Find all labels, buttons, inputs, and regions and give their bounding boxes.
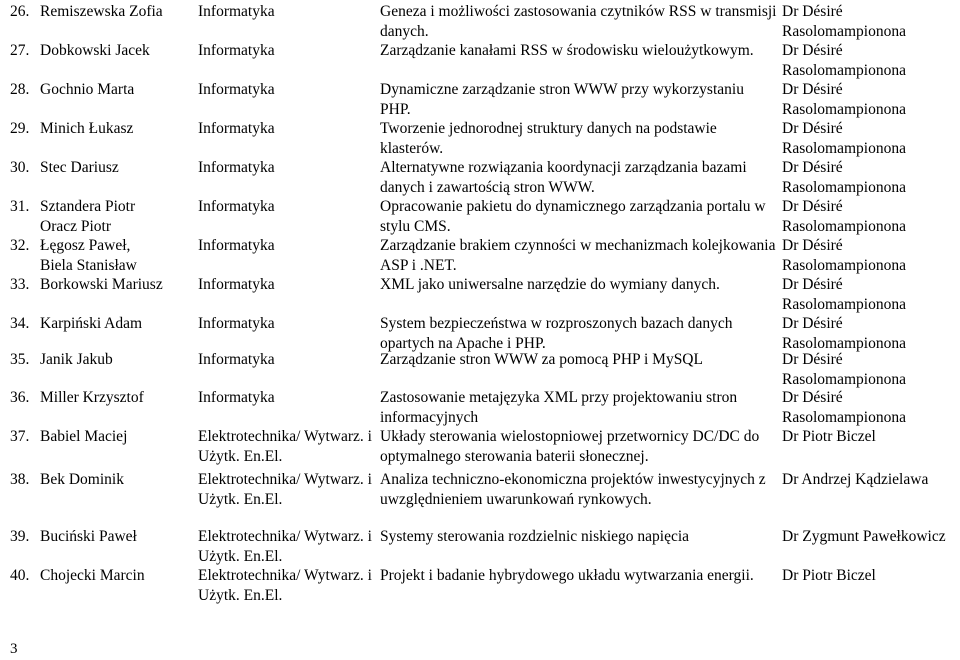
row-number: 33. <box>10 276 30 293</box>
supervisor: Dr Piotr Biczel <box>782 428 876 445</box>
field-of-study: Elektrotechnika/ Wytwarz. i Użytk. En.El. <box>198 528 372 565</box>
row-number: 34. <box>10 315 30 332</box>
student-name: Buciński Paweł <box>40 528 137 545</box>
supervisor: Dr Désiré Rasolomampionona <box>782 159 906 196</box>
row-number: 38. <box>10 471 30 488</box>
supervisor: Dr Désiré Rasolomampionona <box>782 389 906 426</box>
supervisor: Dr Désiré Rasolomampionona <box>782 120 906 157</box>
thesis-topic: Układy sterowania wielostopniowej przetwornicy DC/DC do optymalnego sterowania baterii słonecznej. <box>380 428 760 465</box>
supervisor: Dr Zygmunt Pawełkowicz <box>782 528 946 545</box>
student-name: Gochnio Marta <box>40 81 135 98</box>
row-number: 36. <box>10 389 30 406</box>
row-number: 30. <box>10 159 30 176</box>
student-name: Sztandera Piotr Oracz Piotr <box>40 198 136 235</box>
field-of-study: Elektrotechnika/ Wytwarz. i Użytk. En.El. <box>198 428 372 465</box>
field-of-study: Informatyka <box>198 237 275 254</box>
student-name: Janik Jakub <box>40 351 113 368</box>
student-name: Łęgosz Paweł, Biela Stanisław <box>40 237 137 274</box>
row-number: 39. <box>10 528 30 545</box>
field-of-study: Elektrotechnika/ Wytwarz. i Użytk. En.El. <box>198 567 372 604</box>
supervisor: Dr Désiré Rasolomampionona <box>782 237 906 274</box>
supervisor: Dr Piotr Biczel <box>782 567 876 584</box>
thesis-topic: Zarządzanie stron WWW za pomocą PHP i MySQL <box>380 351 703 368</box>
supervisor: Dr Désiré Rasolomampionona <box>782 351 906 388</box>
thesis-topic: Opracowanie pakietu do dynamicznego zarządzania portalu w stylu CMS. <box>380 198 766 235</box>
thesis-topic: System bezpieczeństwa w rozproszonych bazach danych opartych na Apache i PHP. <box>380 315 733 352</box>
student-name: Stec Dariusz <box>40 159 119 176</box>
field-of-study: Informatyka <box>198 389 275 406</box>
thesis-topic: Projekt i badanie hybrydowego układu wytwarzania energii. <box>380 567 754 584</box>
supervisor: Dr Désiré Rasolomampionona <box>782 276 906 313</box>
student-name: Miller Krzysztof <box>40 389 144 406</box>
row-number: 29. <box>10 120 30 137</box>
field-of-study: Informatyka <box>198 198 275 215</box>
supervisor: Dr Désiré Rasolomampionona <box>782 198 906 235</box>
thesis-topic: Zarządzanie kanałami RSS w środowisku wieloużytkowym. <box>380 42 754 59</box>
row-number: 40. <box>10 567 30 584</box>
thesis-topic: Zastosowanie metajęzyka XML przy projektowaniu stron informacyjnych <box>380 389 738 426</box>
student-name: Karpiński Adam <box>40 315 143 332</box>
thesis-topic: Dynamiczne zarządzanie stron WWW przy wykorzystaniu PHP. <box>380 81 744 118</box>
thesis-topic: Tworzenie jednorodnej struktury danych na podstawie klasterów. <box>380 120 717 157</box>
student-name: Chojecki Marcin <box>40 567 145 584</box>
row-number: 31. <box>10 198 30 215</box>
student-name: Dobkowski Jacek <box>40 42 150 59</box>
thesis-topic: XML jako uniwersalne narzędzie do wymiany danych. <box>380 276 720 293</box>
field-of-study: Informatyka <box>198 351 275 368</box>
student-name: Babiel Maciej <box>40 428 128 445</box>
row-number: 35. <box>10 351 30 368</box>
field-of-study: Informatyka <box>198 159 275 176</box>
student-name: Borkowski Mariusz <box>40 276 163 293</box>
student-name: Minich Łukasz <box>40 120 134 137</box>
thesis-topic: Zarządzanie brakiem czynności w mechanizmach kolejkowania ASP i .NET. <box>380 237 776 274</box>
field-of-study: Informatyka <box>198 120 275 137</box>
thesis-topic: Geneza i możliwości zastosowania czytników RSS w transmisji danych. <box>380 3 777 40</box>
supervisor: Dr Désiré Rasolomampionona <box>782 315 906 352</box>
field-of-study: Informatyka <box>198 276 275 293</box>
thesis-topic: Analiza techniczno-ekonomiczna projektów inwestycyjnych z uwzględnieniem uwarunkowań rynkowych. <box>380 471 766 508</box>
row-number: 37. <box>10 428 30 445</box>
supervisor: Dr Désiré Rasolomampionona <box>782 3 906 40</box>
row-number: 27. <box>10 42 30 59</box>
page-number: 3 <box>10 641 18 657</box>
row-number: 26. <box>10 3 30 20</box>
row-number: 32. <box>10 237 30 254</box>
field-of-study: Informatyka <box>198 42 275 59</box>
field-of-study: Informatyka <box>198 315 275 332</box>
row-number: 28. <box>10 81 30 98</box>
field-of-study: Informatyka <box>198 3 275 20</box>
field-of-study: Informatyka <box>198 81 275 98</box>
field-of-study: Elektrotechnika/ Wytwarz. i Użytk. En.El. <box>198 471 372 508</box>
supervisor: Dr Désiré Rasolomampionona <box>782 42 906 79</box>
student-name: Bek Dominik <box>40 471 124 488</box>
student-name: Remiszewska Zofia <box>40 3 163 20</box>
supervisor: Dr Désiré Rasolomampionona <box>782 81 906 118</box>
thesis-topic: Alternatywne rozwiązania koordynacji zarządzania bazami danych i zawartością stron WWW. <box>380 159 747 196</box>
supervisor: Dr Andrzej Kądzielawa <box>782 471 929 488</box>
thesis-topic: Systemy sterowania rozdzielnic niskiego napięcia <box>380 528 690 545</box>
